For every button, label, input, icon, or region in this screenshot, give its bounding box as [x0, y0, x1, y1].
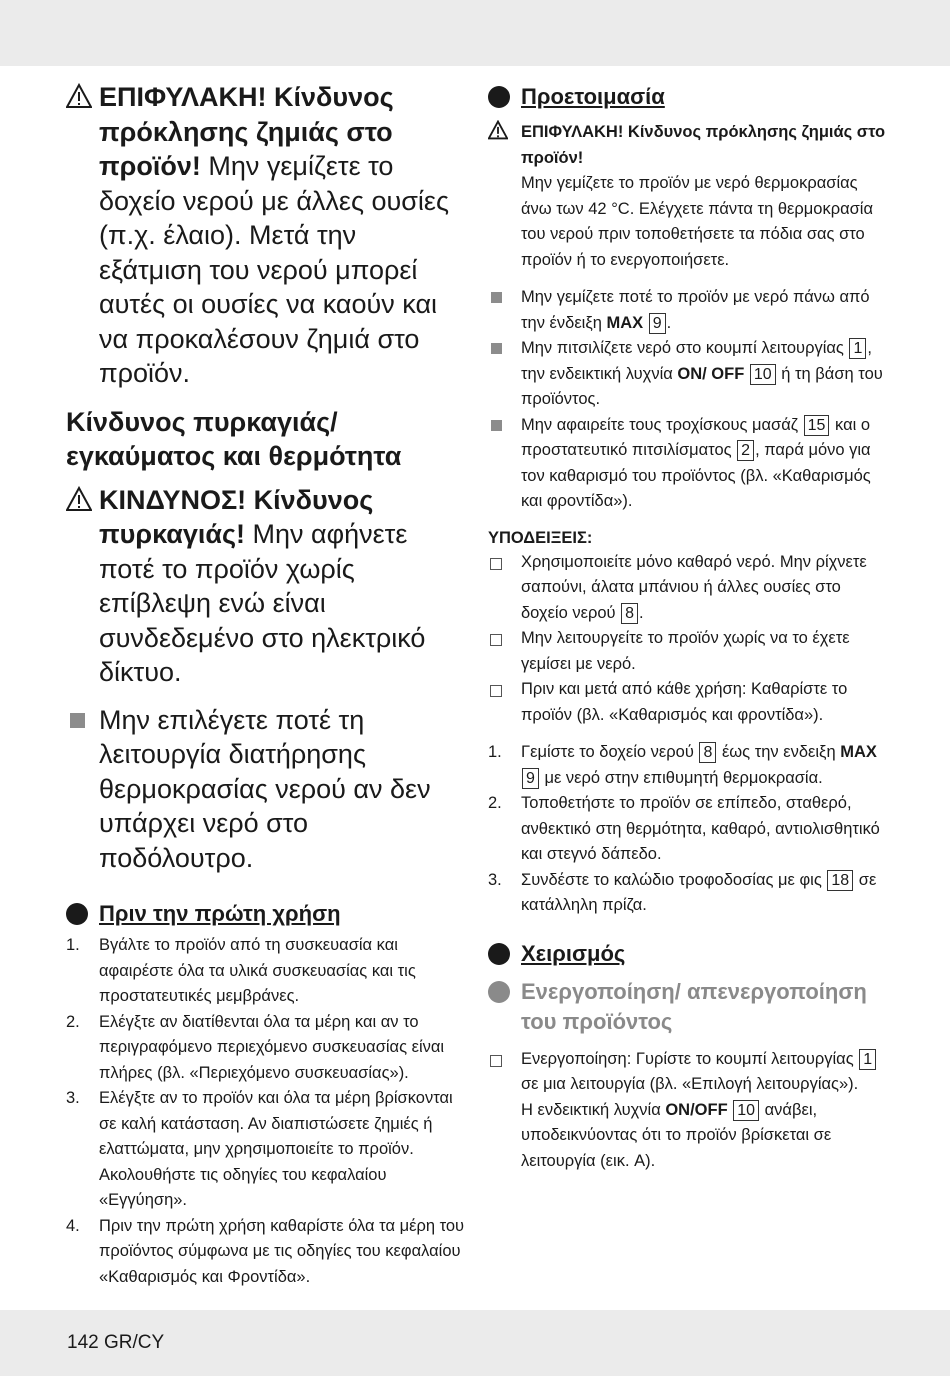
caution-heading: ΕΠΙΦΥΛΑΚΗ! Κίνδυνος πρόκλησης ζημιάς στο προϊόν!: [521, 123, 886, 167]
reference-number: 10: [733, 1100, 759, 1121]
caution-text: Μην γεμίζετε το δοχείο νερού με άλλες ουσίες (π.χ. έλαιο). Μετά την εξάτμιση του νερού μπορεί αυτές οι ουσίες να καούν και να προκαλέσουν ζημιά στο προϊόν.: [99, 151, 449, 388]
warning-triangle-icon: [66, 80, 92, 115]
section-dot-icon: [488, 86, 510, 108]
danger-block: [66, 483, 466, 690]
section-dot-icon: [488, 981, 510, 1003]
left-column: [66, 80, 466, 1290]
section-dot-icon: [488, 943, 510, 965]
list-item: 3. Συνδέστε το καλώδιο τροφοδοσίας με φις 18 σε κατάλληλη πρίζα.: [488, 870, 877, 914]
caution-text: Μην γεμίζετε το προϊόν με νερό θερμοκρασίας άνω των 42 °C. Ελέγχετε πάντα τη θερμοκρασία του νερού πριν τοποθετήσετε τα πόδια σας στο προϊόν ή το ενεργοποιήσετε.: [521, 174, 874, 269]
preparation-bullets: [488, 285, 888, 515]
notes-list: [488, 550, 888, 729]
right-column: [488, 82, 888, 1174]
on-off-subheading: Ενεργοποίηση/ απενεργοποίηση του προϊόντος: [488, 977, 888, 1037]
reference-number: 15: [804, 415, 830, 436]
reference-number: 1: [849, 338, 866, 359]
top-band: [0, 0, 950, 66]
square-bullet-icon: [491, 420, 502, 431]
list-item: Χρησιμοποιείτε μόνο καθαρό νερό. Μην ρίχνετε σαπούνι, άλατα μπάνιου ή άλλες ουσίες στο δοχείο νερού 8 .: [488, 550, 888, 627]
danger-text: Μην αφήνετε ποτέ το προϊόν χωρίς επίβλεψη ενώ είναι συνδεδεμένο στο ηλεκτρικό δίκτυο.: [99, 519, 426, 687]
bullet-item: [66, 703, 466, 876]
list-item: 4. Πριν την πρώτη χρήση καθαρίστε όλα τα μέρη του προϊόντος σύμφωνα με τις οδηγίες του κεφαλαίου «Καθαρισμός και Φροντίδα».: [66, 1216, 465, 1286]
preparation-caution: [488, 120, 888, 273]
notes-heading: ΥΠΟΔΕΙΞΕΙΣ:: [488, 528, 593, 547]
operation-heading: Χειρισμός: [488, 939, 888, 969]
list-item: Μην λειτουργείτε το προϊόν χωρίς να το έχετε γεμίσει με νερό.: [488, 626, 888, 677]
bullet-text: Μην επιλέγετε ποτέ τη λειτουργία διατήρησης θερμοκρασίας νερού αν δεν υπάρχει νερό στο ποδόλουτρο.: [99, 704, 431, 873]
fire-section-heading: Κίνδυνος πυρκαγιάς/ εγκαύματος και θερμότητα: [66, 406, 402, 471]
warning-triangle-icon: [488, 120, 508, 146]
setup-steps: [488, 740, 888, 919]
square-bullet-icon: [491, 343, 502, 354]
list-item: Μην πιτσιλίζετε νερό στο κουμπί λειτουργίας 1 , την ενδεικτική λυχνία ON/ OFF 10 ή τη βάση του προϊόντος.: [488, 336, 888, 413]
checkbox-bullet-icon: [490, 1055, 502, 1067]
list-item: 2. Ελέγξτε αν διατίθενται όλα τα μέρη και αν το περιγραφόμενο περιεχόμενο συσκευασίας είναι πλήρες (βλ. «Περιεχόμενο συσκευασίας»).: [66, 1012, 445, 1082]
section-dot-icon: [66, 903, 88, 925]
list-item: 3. Ελέγξτε αν το προϊόν και όλα τα μέρη βρίσκονται σε καλή κατάσταση. Αν διαπιστώσετε ζημιές ή ελαττώματα, μην χρησιμοποιείτε το προϊόν. Ακολουθήστε τις οδηγίες του κεφαλαίου «Εγγύηση».: [66, 1089, 453, 1209]
reference-number: 9: [522, 768, 539, 789]
caution-heading: ΕΠΙΦΥΛΑΚΗ! Κίνδυνος πρόκλησης ζημιάς στο προϊόν!: [99, 82, 394, 181]
list-item: 1. Βγάλτε το προϊόν από τη συσκευασία και αφαιρέστε όλα τα υλικά συσκευασίας και τις προστατευτικές μεμβράνες.: [66, 936, 416, 1005]
reference-number: 10: [750, 364, 776, 385]
reference-number: 8: [621, 603, 638, 624]
warning-triangle-icon: [66, 483, 92, 518]
square-bullet-icon: [70, 713, 85, 728]
list-item: 2. Τοποθετήστε το προϊόν σε επίπεδο, σταθερό, ανθεκτικό στη θερμότητα, καθαρό, αντιολισθητικό και στεγνό δάπεδο.: [488, 794, 880, 863]
page-number: 142 GR/CY: [67, 1332, 165, 1353]
list-item: Πριν και μετά από κάθε χρήση: Καθαρίστε το προϊόν (βλ. «Καθαρισμός και φροντίδα»).: [488, 677, 888, 728]
list-item: 1. Γεμίστε το δοχείο νερού 8 έως την ενδειξη MAX 9 με νερό στην επιθυμητή θερμοκρασία.: [488, 743, 877, 787]
list-item: Ενεργοποίηση: Γυρίστε το κουμπί λειτουργίας 1 σε μια λειτουργία (βλ. «Επιλογή λειτουργίας»). Η ενδεικτική λυχνία ON/OFF 10 ανάβει, υποδεικνύοντας ότι το προϊόν βρίσκεται σε λειτουργία (εικ. A).: [488, 1047, 888, 1175]
reference-number: 2: [737, 440, 754, 461]
reference-number: 9: [649, 313, 666, 334]
reference-number: 8: [699, 742, 716, 763]
checkbox-bullet-icon: [490, 634, 502, 646]
before-first-use-heading: Πριν την πρώτη χρήση: [66, 899, 466, 929]
preparation-heading: Προετοιμασία: [488, 82, 888, 112]
reference-number: 1: [859, 1049, 876, 1070]
first-use-steps: [66, 933, 466, 1290]
square-bullet-icon: [491, 292, 502, 303]
checkbox-bullet-icon: [490, 685, 502, 697]
reference-number: 18: [827, 870, 853, 891]
list-item: Μην γεμίζετε ποτέ το προϊόν με νερό πάνω από την ένδειξη MAX 9 .: [488, 285, 888, 336]
danger-heading: ΚΙΝΔΥΝΟΣ! Κίνδυνος πυρκαγιάς!: [99, 484, 374, 549]
list-item: Μην αφαιρείτε τους τροχίσκους μασάζ 15 και ο προστατευτικό πιτσιλίσματος 2 , παρά μόνο για τον καθαρισμό του προϊόντος (βλ. «Καθαρισμός και φροντίδα»).: [488, 413, 888, 515]
caution-block: [66, 80, 466, 391]
checkbox-bullet-icon: [490, 558, 502, 570]
